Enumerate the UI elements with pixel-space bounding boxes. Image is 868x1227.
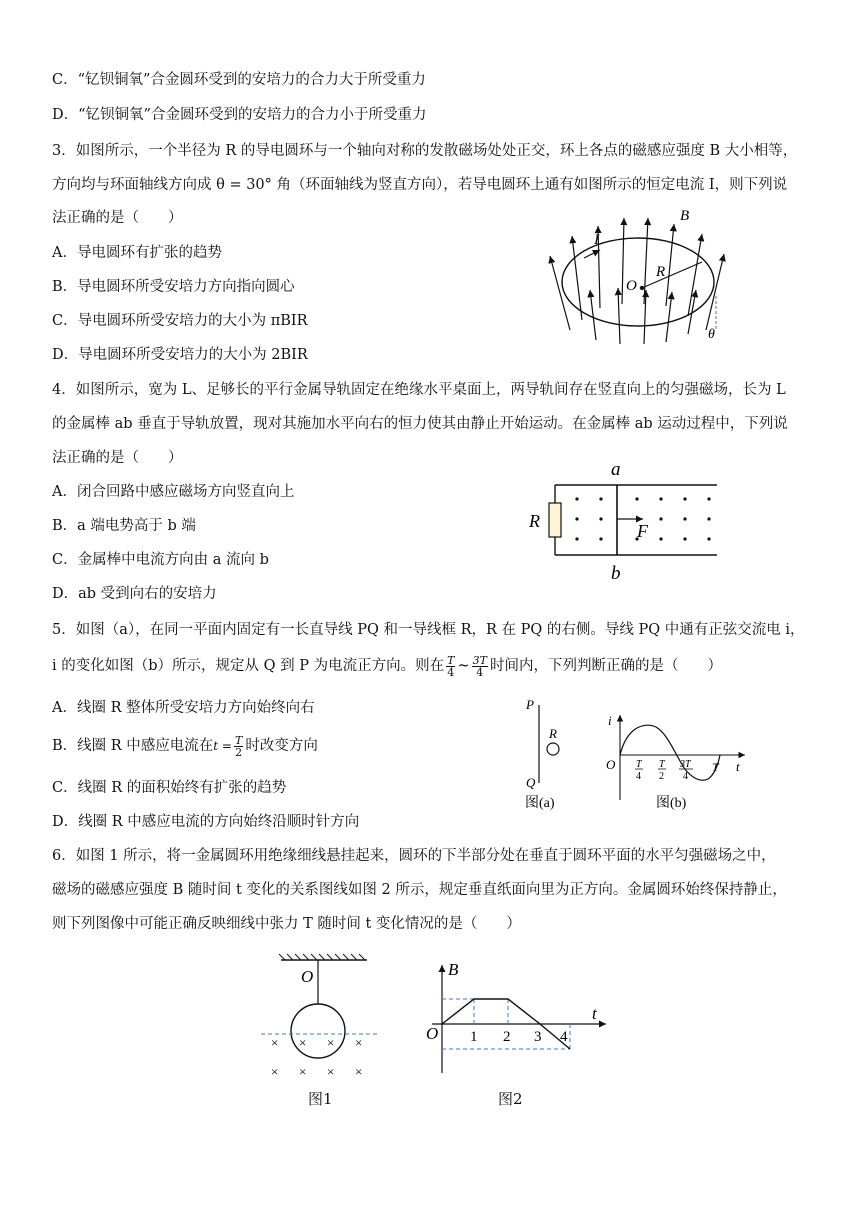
q3-label-o: O bbox=[626, 278, 637, 294]
q3-option-c: C．导电圆环所受安培力的大小为 πBIR bbox=[52, 313, 308, 329]
q6-fig2-tick-4: 4 bbox=[560, 1029, 568, 1045]
q4-stem-line-2: 的金属棒 ab 垂直于导轨放置，现对其施加水平向右的恒力使其由静止开始运动。在金属棒 ab 运动过程中，下列说 bbox=[52, 416, 788, 432]
q5-option-b-part-b: 时改变方向 bbox=[245, 738, 318, 754]
q5-tick-t4-den: 4 bbox=[636, 771, 641, 782]
q4-option-d: D．ab 受到向右的安培力 bbox=[52, 586, 217, 602]
q6-fig2-axis-t: t bbox=[592, 1004, 597, 1023]
q3-label-r: R bbox=[656, 264, 666, 280]
q5-fig-b-caption: 图(b) bbox=[656, 796, 687, 811]
q4-label-r: R bbox=[529, 511, 540, 531]
q6-field-x: × bbox=[271, 1064, 279, 1079]
q5-axis-t: t bbox=[736, 759, 740, 774]
q5-option-b-frac: $\frac{T}{2}$ bbox=[235, 733, 243, 759]
q6-fig-1-caption: 图1 bbox=[308, 1090, 333, 1108]
q3-option-a: A．导电圆环有扩张的趋势 bbox=[52, 245, 222, 261]
q5-frac-2: $\frac{3T}{4}$ bbox=[472, 653, 487, 679]
q4-stem-line-3: 法正确的是（ ） bbox=[52, 450, 183, 466]
q3-label-b: B bbox=[680, 208, 690, 224]
q5-label-p: P bbox=[526, 697, 534, 712]
q6-field-x: × bbox=[355, 1064, 363, 1079]
q6-fig2-axis-b: B bbox=[448, 960, 459, 979]
q2-option-d: D．“钇钡铜氧”合金圆环受到的安培力的合力小于所受重力 bbox=[52, 107, 427, 123]
q4-stem-line-1: 4．如图所示，宽为 L、足够长的平行金属导轨固定在绝缘水平桌面上，两导轨间存在竖直向上的匀强磁场，长为 L bbox=[52, 382, 786, 398]
q5-tick-3t4-den: 4 bbox=[683, 771, 688, 782]
q6-stem-line-2: 磁场的磁感应强度 B 随时间 t 变化的关系图线如图 2 所示，规定垂直纸面向里为正方向。金属圆环始终保持静止， bbox=[52, 882, 787, 898]
q5-tick-t4-num: T bbox=[636, 759, 642, 770]
q5-tick-t: T bbox=[712, 760, 719, 774]
q5-axis-i: i bbox=[608, 713, 612, 728]
q4-label-f: F bbox=[637, 521, 648, 541]
q5-stem-part-b: 时间内，下列判断正确的是（ ） bbox=[489, 658, 722, 674]
q4-option-b: B．a 端电势高于 b 端 bbox=[52, 518, 196, 534]
q5-tick-t2-num: T bbox=[659, 759, 665, 770]
q4-rail-figure bbox=[525, 455, 725, 585]
q3-option-b: B．导电圆环所受安培力方向指向圆心 bbox=[52, 279, 295, 295]
q6-field-x: × bbox=[327, 1064, 335, 1079]
q6-fig2-origin: O bbox=[426, 1024, 439, 1043]
q3-option-d: D．导电圆环所受安培力的大小为 2BIR bbox=[52, 347, 308, 363]
q5-fig-a bbox=[515, 695, 575, 815]
q6-fig2-tick-3: 3 bbox=[534, 1029, 542, 1045]
q5-option-d: D．线圈 R 中感应电流的方向始终沿顺时针方向 bbox=[52, 814, 360, 830]
q5-stem-line-2 bbox=[52, 650, 828, 682]
q6-field-x: × bbox=[271, 1035, 279, 1050]
q6-field-x: × bbox=[355, 1035, 363, 1050]
q6-fig-2-caption: 图2 bbox=[498, 1090, 523, 1108]
q6-fig-2 bbox=[420, 955, 610, 1080]
q6-fig-1 bbox=[255, 950, 385, 1080]
q4-label-a: a bbox=[611, 459, 621, 480]
q6-field-x: × bbox=[327, 1035, 335, 1050]
q3-label-i: I bbox=[594, 232, 599, 248]
q5-option-b-part-a: B．线圈 R 中感应电流在 bbox=[52, 738, 214, 754]
q3-stem-line-2: 方向均与环面轴线方向成 θ = 30° 角（环面轴线为竖直方向），若导电圆环上通有如图所示的恒定电流 I，则下列说 bbox=[52, 177, 788, 193]
q4-option-c: C．金属棒中电流方向由 a 流向 b bbox=[52, 552, 269, 568]
q2-option-c: C．“钇钡铜氧”合金圆环受到的安培力的合力大于所受重力 bbox=[52, 72, 426, 88]
q6-stem-line-3: 则下列图像中可能正确反映细线中张力 T 随时间 t 变化情况的是（ ） bbox=[52, 916, 521, 932]
q3-stem-line-3: 法正确的是（ ） bbox=[52, 210, 183, 226]
q5-option-b-t: t = bbox=[213, 739, 232, 753]
q5-tick-t2-den: 2 bbox=[659, 771, 664, 782]
q6-fig2-tick-2: 2 bbox=[503, 1029, 511, 1045]
resistor bbox=[549, 503, 561, 537]
q5-origin: O bbox=[606, 757, 616, 772]
q3-stem-line-1: 3．如图所示，一个半径为 R 的导电圆环与一个轴向对称的发散磁场处处正交，环上各点的磁感应强度 B 大小相等， bbox=[52, 143, 798, 159]
q6-fig2-tick-1: 1 bbox=[470, 1029, 478, 1045]
q6-field-x: × bbox=[299, 1035, 307, 1050]
q5-label-q: Q bbox=[526, 775, 536, 790]
q5-frac-1: $\frac{T}{4}$ bbox=[447, 653, 455, 679]
q6-field-x: × bbox=[299, 1064, 307, 1079]
q5-fig-b bbox=[600, 705, 750, 817]
q6-fig1-label-o: O bbox=[301, 967, 314, 986]
q5-stem-part-a: i 的变化如图（b）所示，规定从 Q 到 P 为电流正方向。则在 bbox=[52, 658, 445, 674]
q5-option-c: C．线圈 R 的面积始终有扩张的趋势 bbox=[52, 780, 287, 796]
q3-label-theta: θ bbox=[708, 327, 715, 342]
q5-tick-3t4-num: 3T bbox=[680, 759, 691, 770]
q5-fig-a-caption: 图(a) bbox=[525, 796, 555, 811]
q5-label-r: R bbox=[549, 726, 557, 741]
q5-tilde: ~ bbox=[457, 658, 470, 674]
q4-option-a: A．闭合回路中感应磁场方向竖直向上 bbox=[52, 484, 295, 500]
q6-stem-line-1: 6．如图 1 所示，将一金属圆环用绝缘细线悬挂起来，圆环的下半部分处在垂直于圆环平面的水平匀强磁场之中， bbox=[52, 848, 776, 864]
q4-label-b: b bbox=[611, 563, 621, 584]
q3-ring-figure bbox=[540, 200, 740, 350]
q5-option-a: A．线圈 R 整体所受安培力方向始终向右 bbox=[52, 700, 315, 716]
q5-stem-line-1: 5．如图（a），在同一平面内固定有一长直导线 PQ 和一导线框 R，R 在 PQ 的右侧。导线 PQ 中通有正弦交流电 i， bbox=[52, 622, 805, 638]
